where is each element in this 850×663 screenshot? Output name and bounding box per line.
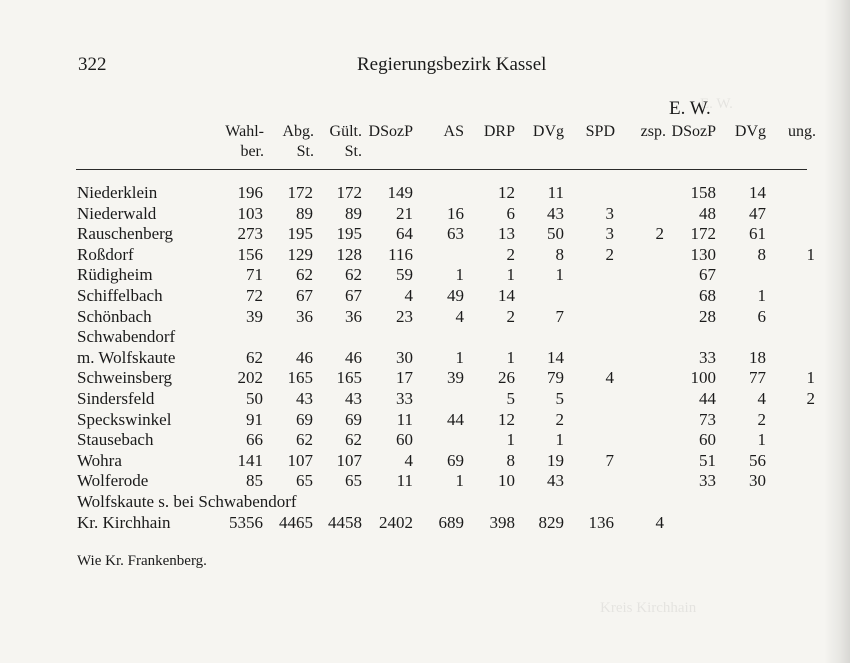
municipality-name: Wohra bbox=[77, 450, 122, 470]
cell-dvg: 14 bbox=[547, 347, 564, 367]
cell-dsozp: 60 bbox=[396, 430, 413, 450]
table-row bbox=[0, 265, 850, 286]
cell-wahlber: 103 bbox=[237, 203, 263, 223]
cell-dvg: 5 bbox=[555, 389, 564, 408]
cell-drp: 13 bbox=[498, 224, 515, 244]
cell-dvg: 43 bbox=[547, 203, 564, 223]
table-row bbox=[0, 224, 850, 245]
col-header-drp: DRP bbox=[483, 123, 515, 140]
cell-dsozp: 23 bbox=[396, 306, 413, 326]
cell-spd: 7 bbox=[605, 450, 614, 470]
col-header-abg: Abg. St. bbox=[282, 123, 314, 160]
municipality-name: Schönbach bbox=[77, 306, 152, 326]
cell-ew-dvg: 4 bbox=[757, 389, 766, 408]
table-row bbox=[0, 204, 850, 225]
cell-dsozp: 59 bbox=[396, 265, 413, 285]
cell-spd: 3 bbox=[605, 224, 614, 244]
municipality-name: m. Wolfskaute bbox=[77, 347, 176, 367]
cell-ew-dsozp: 67 bbox=[699, 265, 716, 285]
municipality-name: Speckswinkel bbox=[77, 409, 172, 429]
municipality-name: Wolfskaute s. bei Schwabendorf bbox=[77, 492, 297, 511]
cell-as: 1 bbox=[455, 347, 464, 367]
cell-wahlber: 85 bbox=[246, 471, 263, 491]
cell-drp: 26 bbox=[498, 368, 515, 388]
col-header-ung: ung. bbox=[788, 123, 816, 140]
table-row bbox=[0, 513, 850, 534]
cell-wahlber: 66 bbox=[246, 430, 263, 450]
col-header-dvg: DVg bbox=[532, 123, 564, 140]
table-row bbox=[0, 430, 850, 451]
cell-ew-dvg: 1 bbox=[757, 430, 766, 450]
col-header-guelt: Gült. St. bbox=[329, 123, 362, 160]
cell-dsozp: 4 bbox=[404, 286, 413, 305]
cell-dsozp: 21 bbox=[396, 203, 413, 223]
cell-as: 44 bbox=[447, 409, 464, 429]
cell-dvg: 829 bbox=[538, 512, 564, 532]
cell-guelt: 46 bbox=[345, 347, 362, 367]
cell-abg: 165 bbox=[287, 368, 313, 388]
bleed-through-text: Kreis Kirchhain bbox=[600, 600, 697, 616]
cell-ew-dsozp: 33 bbox=[699, 471, 716, 491]
cell-ew-dvg: 8 bbox=[757, 244, 766, 264]
cell-dsozp: 11 bbox=[396, 409, 413, 429]
municipality-name: Niederwald bbox=[77, 203, 157, 223]
cell-abg: 36 bbox=[296, 306, 313, 326]
cell-guelt: 89 bbox=[345, 203, 362, 223]
cell-spd: 136 bbox=[588, 512, 614, 532]
cell-wahlber: 141 bbox=[237, 450, 263, 470]
municipality-name: Roßdorf bbox=[77, 244, 134, 264]
cell-abg: 43 bbox=[296, 389, 313, 408]
table-row bbox=[0, 245, 850, 266]
cell-dsozp: 2402 bbox=[379, 512, 413, 532]
cell-dsozp: 17 bbox=[396, 368, 413, 388]
cell-ew-dvg: 2 bbox=[757, 409, 766, 429]
cell-ew-dsozp: 33 bbox=[699, 347, 716, 367]
cell-as: 4 bbox=[455, 306, 464, 326]
cell-as: 1 bbox=[455, 265, 464, 285]
cell-ew-dsozp: 48 bbox=[699, 203, 716, 223]
cell-as: 39 bbox=[447, 368, 464, 388]
cell-guelt: 165 bbox=[336, 368, 362, 388]
cell-abg: 107 bbox=[287, 450, 313, 470]
cell-wahlber: 156 bbox=[237, 244, 263, 264]
municipality-name: Rauschenberg bbox=[77, 224, 173, 244]
cell-ew-dsozp: 68 bbox=[699, 286, 716, 305]
ew-group-label: E. W. bbox=[669, 98, 711, 119]
cell-ew-dvg: 77 bbox=[749, 368, 766, 388]
cell-ew-dsozp: 130 bbox=[690, 244, 716, 264]
cell-spd: 2 bbox=[605, 244, 614, 264]
cell-guelt: 107 bbox=[336, 450, 362, 470]
cell-zsp: 4 bbox=[655, 512, 664, 532]
municipality-name: Schweinsberg bbox=[77, 368, 173, 388]
cell-ew-dsozp: 44 bbox=[699, 389, 716, 408]
cell-drp: 2 bbox=[506, 306, 515, 326]
col-header-dsozp: DSozP bbox=[368, 123, 413, 140]
cell-dvg: 19 bbox=[547, 450, 564, 470]
cell-guelt: 65 bbox=[345, 471, 362, 491]
cell-ung: 2 bbox=[806, 389, 815, 408]
cell-dsozp: 64 bbox=[396, 224, 413, 244]
cell-abg: 69 bbox=[296, 409, 313, 429]
cell-abg: 46 bbox=[296, 347, 313, 367]
cell-ew-dsozp: 158 bbox=[690, 183, 716, 202]
cell-abg: 129 bbox=[287, 244, 313, 264]
cell-ew-dvg: 30 bbox=[749, 471, 766, 491]
cell-dvg: 1 bbox=[555, 265, 564, 285]
cell-dsozp: 149 bbox=[387, 183, 413, 202]
cell-abg: 65 bbox=[296, 471, 313, 491]
cell-ew-dsozp: 100 bbox=[690, 368, 716, 388]
cell-ew-dsozp: 60 bbox=[699, 430, 716, 450]
table-row bbox=[0, 389, 850, 410]
cell-drp: 10 bbox=[498, 471, 515, 491]
col-header-zsp: zsp. bbox=[640, 123, 666, 140]
cell-ew-dvg: 61 bbox=[749, 224, 766, 244]
cell-zsp: 2 bbox=[655, 224, 664, 244]
cell-as: 689 bbox=[438, 512, 464, 532]
cell-dvg: 79 bbox=[547, 368, 564, 388]
cell-wahlber: 273 bbox=[237, 224, 263, 244]
footer-note: Wie Kr. Frankenberg. bbox=[77, 553, 207, 569]
cell-dsozp: 11 bbox=[396, 471, 413, 491]
cell-wahlber: 62 bbox=[246, 347, 263, 367]
cell-drp: 12 bbox=[498, 409, 515, 429]
cell-ew-dvg: 1 bbox=[757, 286, 766, 305]
table-row bbox=[0, 348, 850, 369]
cell-abg: 172 bbox=[287, 183, 313, 202]
cell-guelt: 128 bbox=[336, 244, 362, 264]
cell-guelt: 195 bbox=[336, 224, 362, 244]
cell-abg: 62 bbox=[296, 265, 313, 285]
cell-as: 49 bbox=[447, 286, 464, 305]
cell-wahlber: 39 bbox=[246, 306, 263, 326]
municipality-name: Kr. Kirchhain bbox=[77, 512, 171, 532]
cell-guelt: 62 bbox=[345, 430, 362, 450]
cell-guelt: 36 bbox=[345, 306, 362, 326]
cell-drp: 12 bbox=[498, 183, 515, 202]
cell-ew-dsozp: 51 bbox=[699, 450, 716, 470]
cell-as: 63 bbox=[447, 224, 464, 244]
col-header-spd: SPD bbox=[585, 123, 615, 140]
cell-guelt: 67 bbox=[345, 286, 362, 305]
cell-ung: 1 bbox=[806, 368, 815, 388]
municipality-name: Wolferode bbox=[77, 471, 149, 491]
cell-drp: 8 bbox=[506, 450, 515, 470]
cell-ung: 1 bbox=[806, 244, 815, 264]
cell-dsozp: 30 bbox=[396, 347, 413, 367]
table-row bbox=[0, 183, 850, 204]
col-header-ew-dsozp: DSozP bbox=[671, 123, 716, 140]
cell-drp: 1 bbox=[506, 347, 515, 367]
cell-wahlber: 5356 bbox=[229, 512, 263, 532]
cell-as: 69 bbox=[447, 450, 464, 470]
cell-wahlber: 72 bbox=[246, 286, 263, 305]
cell-dvg: 8 bbox=[555, 244, 564, 264]
cell-ew-dvg: 18 bbox=[749, 347, 766, 367]
cell-dsozp: 33 bbox=[396, 389, 413, 408]
table-row bbox=[0, 286, 850, 307]
cell-abg: 89 bbox=[296, 203, 313, 223]
cell-dsozp: 116 bbox=[388, 244, 413, 264]
col-header-ew-dvg: DVg bbox=[734, 123, 766, 140]
cell-dvg: 2 bbox=[555, 409, 564, 429]
cell-spd: 4 bbox=[605, 368, 614, 388]
cell-drp: 5 bbox=[506, 389, 515, 408]
cell-ew-dsozp: 172 bbox=[690, 224, 716, 244]
cell-guelt: 4458 bbox=[328, 512, 362, 532]
cell-spd: 3 bbox=[605, 203, 614, 223]
municipality-name: Stausebach bbox=[77, 430, 154, 450]
cell-drp: 6 bbox=[506, 203, 515, 223]
cell-wahlber: 50 bbox=[246, 389, 263, 408]
cell-ew-dvg: 6 bbox=[757, 306, 766, 326]
cell-abg: 67 bbox=[296, 286, 313, 305]
table-row bbox=[0, 327, 850, 348]
municipality-name: Schwabendorf bbox=[77, 327, 176, 347]
table-row bbox=[0, 451, 850, 472]
cell-guelt: 172 bbox=[336, 183, 362, 202]
cell-dvg: 1 bbox=[555, 430, 564, 450]
cell-guelt: 69 bbox=[345, 409, 362, 429]
cell-drp: 14 bbox=[498, 286, 515, 305]
cell-dvg: 50 bbox=[547, 224, 564, 244]
cell-wahlber: 196 bbox=[237, 183, 263, 202]
municipality-name: Schiffelbach bbox=[77, 286, 163, 305]
cell-abg: 62 bbox=[296, 430, 313, 450]
cell-ew-dvg: 14 bbox=[749, 183, 766, 202]
bleed-through-text: E. W. bbox=[700, 96, 733, 112]
col-header-as: AS bbox=[443, 123, 464, 140]
page-number: 322 bbox=[78, 54, 107, 75]
cell-wahlber: 202 bbox=[237, 368, 263, 388]
cell-ew-dsozp: 73 bbox=[699, 409, 716, 429]
cell-drp: 398 bbox=[489, 512, 515, 532]
cell-as: 16 bbox=[447, 203, 464, 223]
header-rule bbox=[76, 169, 807, 170]
cell-ew-dsozp: 28 bbox=[699, 306, 716, 326]
cell-dvg: 43 bbox=[547, 471, 564, 491]
cell-dvg: 7 bbox=[555, 306, 564, 326]
table-row bbox=[0, 307, 850, 328]
cell-guelt: 43 bbox=[345, 389, 362, 408]
cell-drp: 2 bbox=[506, 244, 515, 264]
municipality-name: Rüdigheim bbox=[77, 265, 153, 285]
running-head: Regierungsbezirk Kassel bbox=[357, 54, 547, 75]
cell-dsozp: 4 bbox=[404, 450, 413, 470]
cell-guelt: 62 bbox=[345, 265, 362, 285]
municipality-name: Sindersfeld bbox=[77, 389, 155, 408]
cell-abg: 195 bbox=[287, 224, 313, 244]
cell-dvg: 11 bbox=[547, 183, 564, 202]
table-row bbox=[0, 368, 850, 389]
cell-abg: 4465 bbox=[279, 512, 313, 532]
table-row bbox=[0, 492, 850, 513]
table-row bbox=[0, 471, 850, 492]
cell-drp: 1 bbox=[506, 265, 515, 285]
col-header-wahlber: Wahl- ber. bbox=[225, 123, 264, 160]
cell-as: 1 bbox=[455, 471, 464, 491]
cell-drp: 1 bbox=[506, 430, 515, 450]
municipality-name: Niederklein bbox=[77, 183, 158, 202]
cell-wahlber: 71 bbox=[246, 265, 263, 285]
cell-wahlber: 91 bbox=[246, 409, 263, 429]
cell-ew-dvg: 47 bbox=[749, 203, 766, 223]
cell-ew-dvg: 56 bbox=[749, 450, 766, 470]
table-row bbox=[0, 410, 850, 431]
